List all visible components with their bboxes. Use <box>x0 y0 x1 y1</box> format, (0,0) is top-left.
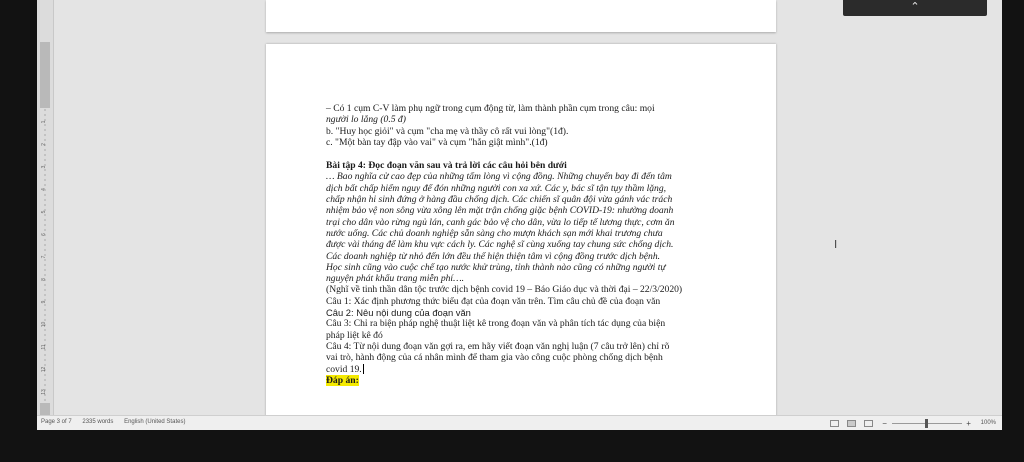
document-line: … Bao nghĩa cử cao đẹp của những tấm lòng vì cộng đồng. Những chuyến bay đi đến tâm <box>326 171 672 183</box>
status-bar <box>37 415 1002 430</box>
document-line: Các doanh nghiệp từ nhỏ đến lớn đều thể hiện thiện tâm vì cộng đồng trước dịch bệnh. <box>326 250 661 262</box>
document-line: vai trò, hành động của cá nhân mình để tham gia vào công cuộc phòng chống dịch bệnh <box>326 352 663 364</box>
document-body[interactable] <box>326 103 720 386</box>
answer-heading <box>326 375 720 386</box>
text-cursor-icon: I <box>834 238 838 251</box>
text-caret <box>363 364 364 374</box>
zoom-in-button[interactable]: + <box>966 418 971 428</box>
read-mode-icon[interactable] <box>830 420 839 427</box>
window-frame <box>1002 0 1024 462</box>
zoom-level[interactable]: 100% <box>980 420 996 426</box>
previous-page <box>266 0 776 32</box>
ruler-ticks <box>37 0 53 415</box>
document-line: Bài tập 4: Đọc đoạn văn sau và trả lời các câu hỏi bên dưới <box>326 160 567 172</box>
vertical-ruler <box>37 0 54 415</box>
ruler-number: 4 <box>41 188 47 191</box>
document-line: c. "Một bàn tay đập vào vai" và cụm "hắn giật mình".(1đ) <box>326 136 548 148</box>
document-line: Câu 1: Xác định phương thức biểu đạt của đoạn văn trên. Tìm câu chủ đề của đoạn văn <box>326 295 661 307</box>
zoom-slider-thumb[interactable] <box>925 419 928 428</box>
document-line: b. "Huy học giỏi" và cụm "cha mẹ và thầy cô rất vui lòng"(1đ). <box>326 125 569 137</box>
ruler-number: 3 <box>41 165 47 169</box>
document-line: pháp liệt kê đó <box>326 329 383 341</box>
zoom-out-button[interactable]: − <box>882 418 887 428</box>
ruler-number: 1 <box>41 120 47 124</box>
document-line: trại cho dân vào rừng ngủ lán, canh gác bảo vệ cho dân, vừa lo tiếp tế lương thực, cơm ăn <box>326 216 675 228</box>
document-line: Câu 3: Chỉ ra biện pháp nghệ thuật liệt kê trong đoạn văn và phân tích tác dụng của biện <box>326 318 666 330</box>
language-indicator[interactable]: English (United States) <box>124 419 186 425</box>
ruler-number: 5 <box>41 210 47 214</box>
ruler-number: 8 <box>41 278 47 281</box>
ruler-number: 9 <box>41 300 47 304</box>
document-line: chấp nhận hi sinh đứng ở hàng đầu chống dịch. Các chiến sĩ quân đội vừa gánh vác trách <box>326 194 673 206</box>
document-line: Học sinh cũng vào cuộc chế tạo nước khử trùng, tỉnh thành nào cũng có những người tự <box>326 261 666 273</box>
word-count[interactable]: 2335 words <box>82 419 114 425</box>
document-line: nhiệm bảo vệ non sông vừa xông lên mặt trận chống giặc bệnh COVID-19: nhường doanh <box>326 205 674 217</box>
document-line: được vài tháng để làm khu vực cách ly. Các nghệ sĩ cùng xuống tay chung sức chống dịch. <box>326 239 674 251</box>
ruler-number: 13 <box>41 389 47 395</box>
highlighted-text: Đáp án: <box>326 374 359 386</box>
document-line: (Nghĩ về tinh thần dân tộc trước dịch bệnh covid 19 – Báo Giáo dục và thời đại – 22/3/2020) <box>326 284 683 296</box>
ruler-number: 2 <box>41 143 47 146</box>
ruler-number: 10 <box>41 321 47 328</box>
web-layout-icon[interactable] <box>864 420 873 427</box>
document-line: – Có 1 cụm C-V làm phụ ngữ trong cụm động từ, làm thành phần cụm trong câu: mọi <box>326 103 655 114</box>
document-line: người lo lắng (0.5 đ) <box>326 114 406 126</box>
document-line: covid 19. <box>326 363 362 375</box>
ruler-number: 7 <box>41 255 47 259</box>
zoom-slider[interactable] <box>892 423 962 424</box>
ruler-number: 6 <box>41 233 47 236</box>
document-line: Câu 2: Nêu nội dung của đoạn văn <box>326 307 471 319</box>
paragraph-spacing <box>326 148 720 160</box>
document-line: nguyện phát khẩu trang miễn phí…. <box>326 273 465 285</box>
print-layout-icon[interactable] <box>847 420 856 427</box>
chevron-up-icon: ⌃ <box>910 0 920 13</box>
collapse-ribbon-button[interactable] <box>843 0 987 16</box>
document-line: Câu 4: Từ nội dung đoạn văn gợi ra, em hãy viết đoạn văn nghị luận (7 câu trở lên) chỉ rõ <box>326 340 670 352</box>
document-line: dịch bất chấp hiểm nguy để đón những người con xa xứ. Các y, bác sĩ tận tụy thầm lặng, <box>326 182 667 194</box>
ruler-number: 12 <box>41 366 47 373</box>
page-count[interactable]: Page 3 of 7 <box>41 419 72 425</box>
document-line: nước uống. Các chủ doanh nghiệp sẵn sàng cho mượn khách sạn mới khai trương chưa <box>326 227 663 239</box>
ruler-number: 11 <box>41 344 47 350</box>
